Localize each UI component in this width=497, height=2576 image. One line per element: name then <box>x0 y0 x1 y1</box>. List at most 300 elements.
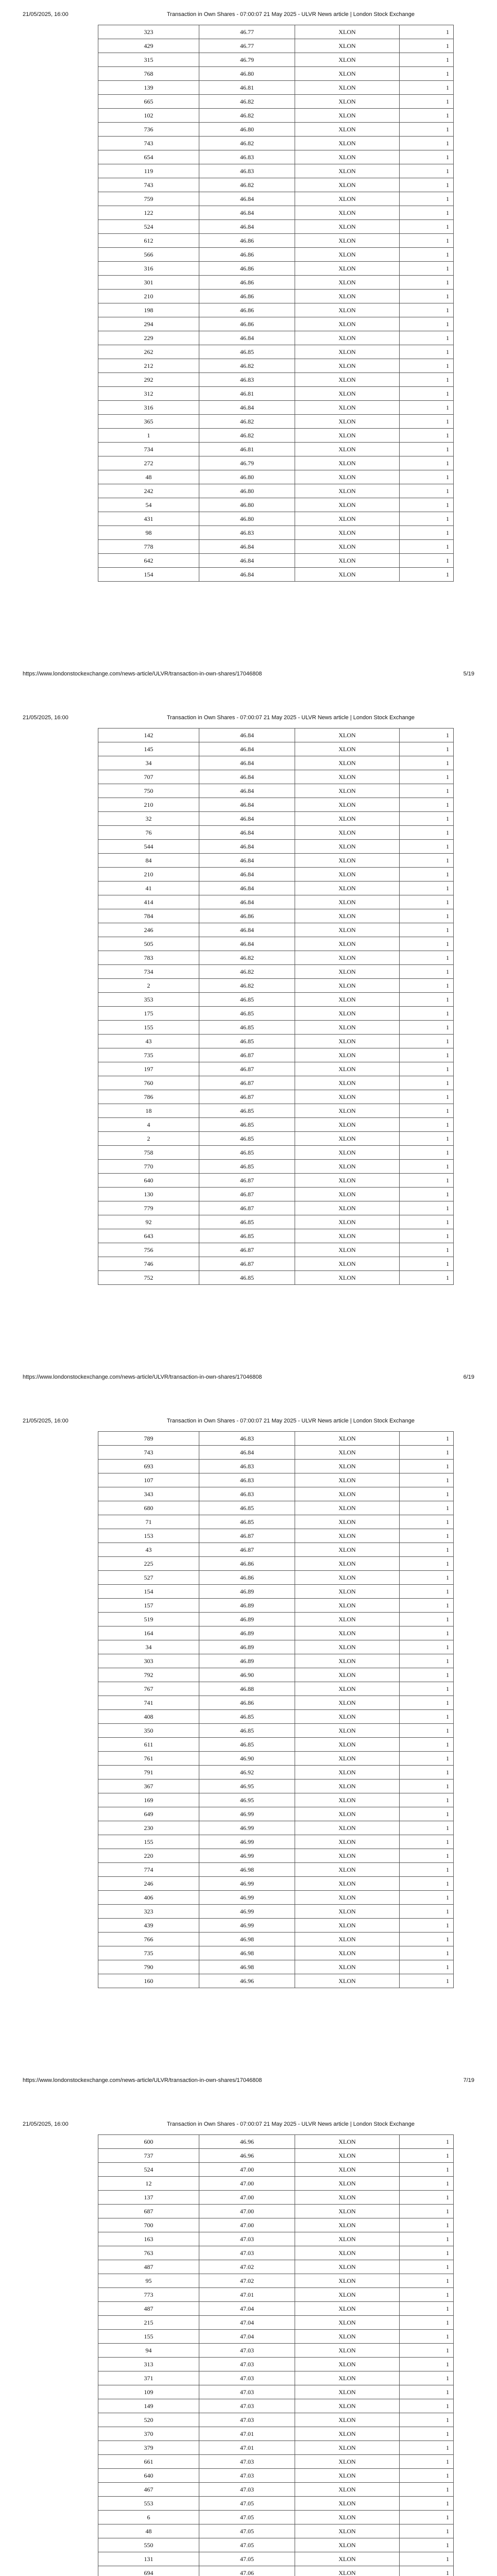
venue-cell: XLON <box>295 854 400 868</box>
time-cell: 1 <box>400 1104 454 1118</box>
price-cell: 46.82 <box>199 359 295 373</box>
price-cell: 46.83 <box>199 1432 295 1446</box>
table-row <box>98 359 454 373</box>
table-row <box>98 164 454 178</box>
page-number: 5/19 <box>463 671 474 677</box>
venue-cell: XLON <box>295 1807 400 1821</box>
time-cell: 1 <box>400 2135 454 2149</box>
price-cell: 46.86 <box>199 1557 295 1571</box>
volume-cell: 786 <box>98 1090 199 1104</box>
volume-cell: 694 <box>98 2566 199 2576</box>
venue-cell: XLON <box>295 1460 400 1473</box>
venue-cell: XLON <box>295 2135 400 2149</box>
price-cell: 47.03 <box>199 2455 295 2469</box>
time-cell: 1 <box>400 1257 454 1271</box>
price-cell: 47.04 <box>199 2316 295 2330</box>
volume-cell: 139 <box>98 81 199 95</box>
print-date: 21/05/2025, 16:00 <box>23 2121 68 2127</box>
table-row <box>98 1905 454 1919</box>
time-cell: 1 <box>400 1460 454 1473</box>
price-cell: 46.82 <box>199 429 295 443</box>
price-cell: 46.85 <box>199 1710 295 1724</box>
time-cell: 1 <box>400 1543 454 1557</box>
table-row <box>98 1946 454 1960</box>
venue-cell: XLON <box>295 1557 400 1571</box>
price-cell: 46.85 <box>199 1146 295 1160</box>
volume-cell: 661 <box>98 2455 199 2469</box>
price-cell: 46.89 <box>199 1585 295 1599</box>
volume-cell: 767 <box>98 1682 199 1696</box>
table-row <box>98 812 454 826</box>
venue-cell: XLON <box>295 742 400 756</box>
table-row <box>98 868 454 882</box>
table-row <box>98 1682 454 1696</box>
price-cell: 46.85 <box>199 345 295 359</box>
table-row <box>98 1599 454 1613</box>
venue-cell: XLON <box>295 1905 400 1919</box>
volume-cell: 520 <box>98 2413 199 2427</box>
price-cell: 46.84 <box>199 220 295 234</box>
time-cell: 1 <box>400 1446 454 1460</box>
table-row <box>98 1035 454 1048</box>
volume-cell: 792 <box>98 1668 199 1682</box>
table-row <box>98 1146 454 1160</box>
price-cell: 46.90 <box>199 1668 295 1682</box>
volume-cell: 131 <box>98 2552 199 2566</box>
time-cell: 1 <box>400 1780 454 1793</box>
price-cell: 46.83 <box>199 373 295 387</box>
volume-cell: 467 <box>98 2483 199 2497</box>
volume-cell: 408 <box>98 1710 199 1724</box>
venue-cell: XLON <box>295 1891 400 1905</box>
volume-cell: 137 <box>98 2191 199 2205</box>
time-cell: 1 <box>400 1682 454 1696</box>
volume-cell: 48 <box>98 2524 199 2538</box>
transactions-table <box>98 25 454 582</box>
table-row <box>98 965 454 979</box>
venue-cell: XLON <box>295 81 400 95</box>
venue-cell: XLON <box>295 965 400 979</box>
venue-cell: XLON <box>295 540 400 554</box>
volume-cell: 76 <box>98 826 199 840</box>
price-cell: 46.79 <box>199 53 295 67</box>
venue-cell: XLON <box>295 95 400 109</box>
time-cell: 1 <box>400 812 454 826</box>
time-cell: 1 <box>400 220 454 234</box>
table-row <box>98 728 454 742</box>
table-row <box>98 2205 454 2218</box>
price-cell: 46.87 <box>199 1048 295 1062</box>
volume-cell: 746 <box>98 1257 199 1271</box>
time-cell: 1 <box>400 498 454 512</box>
price-cell: 46.83 <box>199 1487 295 1501</box>
venue-cell: XLON <box>295 2344 400 2358</box>
price-cell: 46.84 <box>199 1446 295 1460</box>
venue-cell: XLON <box>295 415 400 429</box>
venue-cell: XLON <box>295 1132 400 1146</box>
volume-cell: 735 <box>98 1946 199 1960</box>
table-row <box>98 1849 454 1863</box>
price-cell: 47.03 <box>199 2413 295 2427</box>
venue-cell: XLON <box>295 1654 400 1668</box>
table-row <box>98 1780 454 1793</box>
time-cell: 1 <box>400 1710 454 1724</box>
time-cell: 1 <box>400 1090 454 1104</box>
venue-cell: XLON <box>295 2149 400 2163</box>
volume-cell: 612 <box>98 234 199 248</box>
time-cell: 1 <box>400 540 454 554</box>
page-footer <box>23 1374 474 1381</box>
table-row <box>98 2413 454 2427</box>
time-cell: 1 <box>400 1118 454 1132</box>
time-cell: 1 <box>400 1557 454 1571</box>
time-cell: 1 <box>400 826 454 840</box>
table-row <box>98 2344 454 2358</box>
volume-cell: 197 <box>98 1062 199 1076</box>
venue-cell: XLON <box>295 1104 400 1118</box>
table-row <box>98 770 454 784</box>
volume-cell: 770 <box>98 1160 199 1174</box>
venue-cell: XLON <box>295 2302 400 2316</box>
venue-cell: XLON <box>295 1599 400 1613</box>
volume-cell: 487 <box>98 2302 199 2316</box>
venue-cell: XLON <box>295 1090 400 1104</box>
table-row <box>98 262 454 276</box>
volume-cell: 54 <box>98 498 199 512</box>
venue-cell: XLON <box>295 1446 400 1460</box>
price-cell: 47.02 <box>199 2260 295 2274</box>
price-cell: 46.86 <box>199 317 295 331</box>
time-cell: 1 <box>400 109 454 123</box>
venue-cell: XLON <box>295 1974 400 1988</box>
venue-cell: XLON <box>295 1933 400 1946</box>
table-row <box>98 1919 454 1933</box>
price-cell: 46.86 <box>199 234 295 248</box>
volume-cell: 756 <box>98 1243 199 1257</box>
price-cell: 46.83 <box>199 526 295 540</box>
volume-cell: 370 <box>98 2427 199 2441</box>
price-cell: 46.82 <box>199 951 295 965</box>
volume-cell: 157 <box>98 1599 199 1613</box>
volume-cell: 693 <box>98 1460 199 1473</box>
venue-cell: XLON <box>295 1146 400 1160</box>
venue-cell: XLON <box>295 826 400 840</box>
page-title: Transaction in Own Shares - 07:00:07 21 May 2025 - ULVR News article | London Stock Exchange <box>167 715 415 721</box>
venue-cell: XLON <box>295 1585 400 1599</box>
time-cell: 1 <box>400 1599 454 1613</box>
venue-cell: XLON <box>295 2455 400 2469</box>
price-cell: 46.99 <box>199 1891 295 1905</box>
venue-cell: XLON <box>295 2232 400 2246</box>
volume-cell: 301 <box>98 276 199 290</box>
price-cell: 46.87 <box>199 1062 295 1076</box>
venue-cell: XLON <box>295 1501 400 1515</box>
time-cell: 1 <box>400 456 454 470</box>
volume-cell: 34 <box>98 1640 199 1654</box>
time-cell: 1 <box>400 2441 454 2455</box>
volume-cell: 350 <box>98 1724 199 1738</box>
table-row <box>98 1243 454 1257</box>
time-cell: 1 <box>400 2385 454 2399</box>
time-cell: 1 <box>400 248 454 262</box>
volume-cell: 2 <box>98 979 199 993</box>
price-cell: 46.86 <box>199 909 295 923</box>
venue-cell: XLON <box>295 1432 400 1446</box>
venue-cell: XLON <box>295 2330 400 2344</box>
price-cell: 46.87 <box>199 1201 295 1215</box>
table-row <box>98 2469 454 2483</box>
volume-cell: 153 <box>98 1529 199 1543</box>
price-cell: 46.81 <box>199 387 295 401</box>
venue-cell: XLON <box>295 2358 400 2371</box>
table-row <box>98 206 454 220</box>
volume-cell: 48 <box>98 470 199 484</box>
table-row <box>98 1515 454 1529</box>
time-cell: 1 <box>400 2149 454 2163</box>
time-cell: 1 <box>400 1933 454 1946</box>
time-cell: 1 <box>400 2246 454 2260</box>
volume-cell: 735 <box>98 1048 199 1062</box>
table-row <box>98 317 454 331</box>
price-cell: 46.85 <box>199 1515 295 1529</box>
time-cell: 1 <box>400 1160 454 1174</box>
venue-cell: XLON <box>295 2246 400 2260</box>
table-row <box>98 484 454 498</box>
price-cell: 46.88 <box>199 1682 295 1696</box>
table-row <box>98 25 454 39</box>
price-cell: 46.83 <box>199 1473 295 1487</box>
venue-cell: XLON <box>295 2441 400 2455</box>
time-cell: 1 <box>400 854 454 868</box>
table-row <box>98 2483 454 2497</box>
table-row <box>98 526 454 540</box>
volume-cell: 553 <box>98 2497 199 2511</box>
time-cell: 1 <box>400 1654 454 1668</box>
time-cell: 1 <box>400 25 454 39</box>
page-title: Transaction in Own Shares - 07:00:07 21 May 2025 - ULVR News article | London Stock Exchange <box>167 11 415 18</box>
volume-cell: 766 <box>98 1933 199 1946</box>
price-cell: 46.85 <box>199 1271 295 1285</box>
time-cell: 1 <box>400 1035 454 1048</box>
venue-cell: XLON <box>295 1946 400 1960</box>
venue-cell: XLON <box>295 993 400 1007</box>
price-cell: 46.82 <box>199 137 295 150</box>
time-cell: 1 <box>400 1229 454 1243</box>
venue-cell: XLON <box>295 262 400 276</box>
time-cell: 1 <box>400 192 454 206</box>
venue-cell: XLON <box>295 123 400 137</box>
table-row <box>98 345 454 359</box>
volume-cell: 768 <box>98 67 199 81</box>
volume-cell: 163 <box>98 2232 199 2246</box>
price-cell: 46.84 <box>199 895 295 909</box>
time-cell: 1 <box>400 81 454 95</box>
price-cell: 46.82 <box>199 979 295 993</box>
price-cell: 47.03 <box>199 2358 295 2371</box>
venue-cell: XLON <box>295 2274 400 2288</box>
table-row <box>98 2218 454 2232</box>
volume-cell: 292 <box>98 373 199 387</box>
table-row <box>98 443 454 456</box>
transactions-table-wrapper <box>98 2134 449 2576</box>
time-cell: 1 <box>400 164 454 178</box>
price-cell: 46.81 <box>199 81 295 95</box>
volume-cell: 119 <box>98 164 199 178</box>
venue-cell: XLON <box>295 484 400 498</box>
table-row <box>98 1877 454 1891</box>
volume-cell: 763 <box>98 2246 199 2260</box>
time-cell: 1 <box>400 1271 454 1285</box>
price-cell: 46.84 <box>199 840 295 854</box>
time-cell: 1 <box>400 1877 454 1891</box>
price-cell: 46.80 <box>199 470 295 484</box>
table-row <box>98 1960 454 1974</box>
transactions-table <box>98 1431 454 1988</box>
time-cell: 1 <box>400 868 454 882</box>
price-cell: 46.85 <box>199 1132 295 1146</box>
venue-cell: XLON <box>295 882 400 895</box>
volume-cell: 544 <box>98 840 199 854</box>
price-cell: 46.80 <box>199 498 295 512</box>
volume-cell: 198 <box>98 303 199 317</box>
venue-cell: XLON <box>295 2260 400 2274</box>
table-row <box>98 234 454 248</box>
table-row <box>98 1487 454 1501</box>
time-cell: 1 <box>400 1048 454 1062</box>
price-cell: 46.84 <box>199 826 295 840</box>
volume-cell: 761 <box>98 1752 199 1766</box>
price-cell: 46.96 <box>199 1974 295 1988</box>
time-cell: 1 <box>400 882 454 895</box>
time-cell: 1 <box>400 1793 454 1807</box>
venue-cell: XLON <box>295 923 400 937</box>
table-row <box>98 1174 454 1188</box>
venue-cell: XLON <box>295 1960 400 1974</box>
price-cell: 47.02 <box>199 2274 295 2288</box>
price-cell: 46.85 <box>199 1035 295 1048</box>
time-cell: 1 <box>400 1905 454 1919</box>
price-cell: 46.81 <box>199 443 295 456</box>
price-cell: 46.85 <box>199 1229 295 1243</box>
price-cell: 46.90 <box>199 1752 295 1766</box>
venue-cell: XLON <box>295 1215 400 1229</box>
price-cell: 46.86 <box>199 303 295 317</box>
price-cell: 46.83 <box>199 150 295 164</box>
volume-cell: 752 <box>98 1271 199 1285</box>
page-footer <box>23 671 474 678</box>
time-cell: 1 <box>400 1891 454 1905</box>
venue-cell: XLON <box>295 1571 400 1585</box>
volume-cell: 316 <box>98 262 199 276</box>
table-row <box>98 2302 454 2316</box>
table-row <box>98 1048 454 1062</box>
venue-cell: XLON <box>295 1696 400 1710</box>
venue-cell: XLON <box>295 868 400 882</box>
price-cell: 46.84 <box>199 728 295 742</box>
price-cell: 47.00 <box>199 2163 295 2177</box>
venue-cell: XLON <box>295 429 400 443</box>
price-cell: 47.05 <box>199 2524 295 2538</box>
table-row <box>98 456 454 470</box>
time-cell: 1 <box>400 2399 454 2413</box>
time-cell: 1 <box>400 909 454 923</box>
table-row <box>98 1062 454 1076</box>
price-cell: 46.86 <box>199 276 295 290</box>
time-cell: 1 <box>400 1946 454 1960</box>
time-cell: 1 <box>400 965 454 979</box>
table-row <box>98 1132 454 1146</box>
time-cell: 1 <box>400 317 454 331</box>
table-row <box>98 840 454 854</box>
price-cell: 47.05 <box>199 2552 295 2566</box>
time-cell: 1 <box>400 2288 454 2302</box>
time-cell: 1 <box>400 1076 454 1090</box>
price-cell: 46.84 <box>199 331 295 345</box>
price-cell: 46.82 <box>199 415 295 429</box>
price-cell: 46.83 <box>199 164 295 178</box>
table-row <box>98 373 454 387</box>
time-cell: 1 <box>400 1215 454 1229</box>
table-row <box>98 415 454 429</box>
venue-cell: XLON <box>295 1229 400 1243</box>
table-row <box>98 854 454 868</box>
volume-cell: 640 <box>98 2469 199 2483</box>
volume-cell: 155 <box>98 1021 199 1035</box>
venue-cell: XLON <box>295 1919 400 1933</box>
volume-cell: 32 <box>98 812 199 826</box>
table-row <box>98 220 454 234</box>
volume-cell: 371 <box>98 2371 199 2385</box>
time-cell: 1 <box>400 784 454 798</box>
table-row <box>98 331 454 345</box>
volume-cell: 649 <box>98 1807 199 1821</box>
table-row <box>98 1891 454 1905</box>
time-cell: 1 <box>400 331 454 345</box>
table-row <box>98 2524 454 2538</box>
volume-cell: 779 <box>98 1201 199 1215</box>
time-cell: 1 <box>400 1132 454 1146</box>
time-cell: 1 <box>400 484 454 498</box>
volume-cell: 519 <box>98 1613 199 1626</box>
table-row <box>98 993 454 1007</box>
volume-cell: 155 <box>98 1835 199 1849</box>
table-row <box>98 2358 454 2371</box>
price-cell: 46.77 <box>199 39 295 53</box>
venue-cell: XLON <box>295 2399 400 2413</box>
table-row <box>98 1432 454 1446</box>
time-cell: 1 <box>400 2330 454 2344</box>
volume-cell: 246 <box>98 923 199 937</box>
table-row <box>98 2371 454 2385</box>
venue-cell: XLON <box>295 2538 400 2552</box>
time-cell: 1 <box>400 1188 454 1201</box>
table-row <box>98 1710 454 1724</box>
table-row <box>98 470 454 484</box>
price-cell: 46.84 <box>199 784 295 798</box>
time-cell: 1 <box>400 1849 454 1863</box>
transactions-table-wrapper <box>98 728 449 1285</box>
venue-cell: XLON <box>295 1076 400 1090</box>
price-cell: 46.85 <box>199 1724 295 1738</box>
table-row <box>98 909 454 923</box>
time-cell: 1 <box>400 373 454 387</box>
price-cell: 46.87 <box>199 1076 295 1090</box>
venue-cell: XLON <box>295 1271 400 1285</box>
price-cell: 46.86 <box>199 248 295 262</box>
venue-cell: XLON <box>295 67 400 81</box>
price-cell: 46.98 <box>199 1933 295 1946</box>
table-row <box>98 2538 454 2552</box>
